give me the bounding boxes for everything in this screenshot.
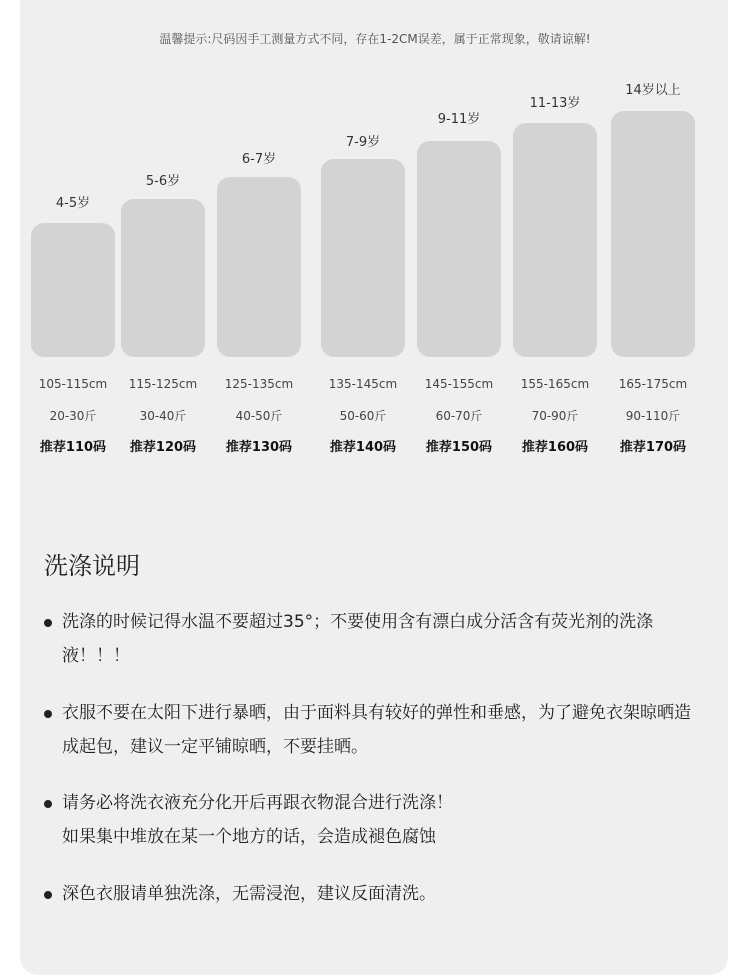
height-bar — [417, 141, 501, 357]
bullet-dot — [44, 891, 52, 899]
height-range: 105-115cm — [38, 377, 108, 391]
height-bar — [217, 177, 301, 357]
weight-range: 70-90斤 — [531, 409, 579, 423]
wash-instruction-item — [44, 786, 704, 854]
recommended-size: 推荐150码 — [425, 440, 493, 455]
wash-instruction-text: 衣服不要在太阳下进行暴晒，由于面料具有较好的弹性和垂感，为了避免衣架晾晒造成起包，建议一定平铺晾晒，不要挂晒。 — [62, 703, 691, 757]
age-label: 5-6岁 — [145, 174, 181, 189]
wash-instruction-text: 请务必将洗衣液充分化开后再跟衣物混合进行洗涤！ 如果集中堆放在某一个地方的话，会造成褪色腐蚀 — [62, 793, 453, 847]
wash-instruction-item — [44, 877, 704, 911]
weight-range: 90-110斤 — [625, 409, 681, 423]
wash-instruction-text: 洗涤的时候记得水温不要超过35°；不要使用含有漂白成分活含有荧光剂的洗涤液！！！ — [62, 612, 654, 666]
recommended-size: 推荐120码 — [129, 440, 197, 455]
age-label: 4-5岁 — [55, 196, 91, 211]
recommended-size: 推荐110码 — [39, 440, 107, 455]
age-label: 14岁以上 — [625, 83, 681, 98]
recommended-size: 推荐130码 — [225, 440, 293, 455]
weight-range: 30-40斤 — [139, 409, 187, 423]
bullet-dot — [44, 710, 52, 718]
height-bar — [121, 199, 205, 357]
recommended-size: 推荐170码 — [619, 440, 687, 455]
height-bar — [611, 111, 695, 357]
height-range: 155-165cm — [520, 377, 590, 391]
weight-range: 60-70斤 — [435, 409, 483, 423]
wash-instruction-text: 深色衣服请单独洗涤，无需浸泡，建议反面清洗。 — [62, 884, 436, 904]
height-range: 115-125cm — [128, 377, 198, 391]
age-label: 7-9岁 — [345, 135, 381, 150]
age-label: 6-7岁 — [241, 152, 277, 167]
bullet-dot — [44, 619, 52, 627]
recommended-size: 推荐160码 — [521, 440, 589, 455]
height-range: 125-135cm — [224, 377, 294, 391]
height-range: 145-155cm — [424, 377, 494, 391]
wash-instructions-title: 洗涤说明 — [44, 552, 140, 580]
wash-instruction-item — [44, 605, 704, 673]
height-bar — [513, 123, 597, 357]
recommended-size: 推荐140码 — [329, 440, 397, 455]
weight-range: 50-60斤 — [339, 409, 387, 423]
height-bar — [321, 159, 405, 357]
weight-range: 20-30斤 — [49, 409, 97, 423]
weight-range: 40-50斤 — [235, 409, 283, 423]
wash-instruction-item — [44, 696, 704, 764]
age-label: 11-13岁 — [529, 96, 581, 111]
height-range: 165-175cm — [618, 377, 688, 391]
size-notice: 温馨提示:尺码因手工测量方式不同，存在1-2CM误差，属于正常现象，敬请谅解! — [159, 32, 591, 46]
height-bar — [31, 223, 115, 357]
height-range: 135-145cm — [328, 377, 398, 391]
bullet-dot — [44, 800, 52, 808]
age-label: 9-11岁 — [437, 112, 481, 127]
